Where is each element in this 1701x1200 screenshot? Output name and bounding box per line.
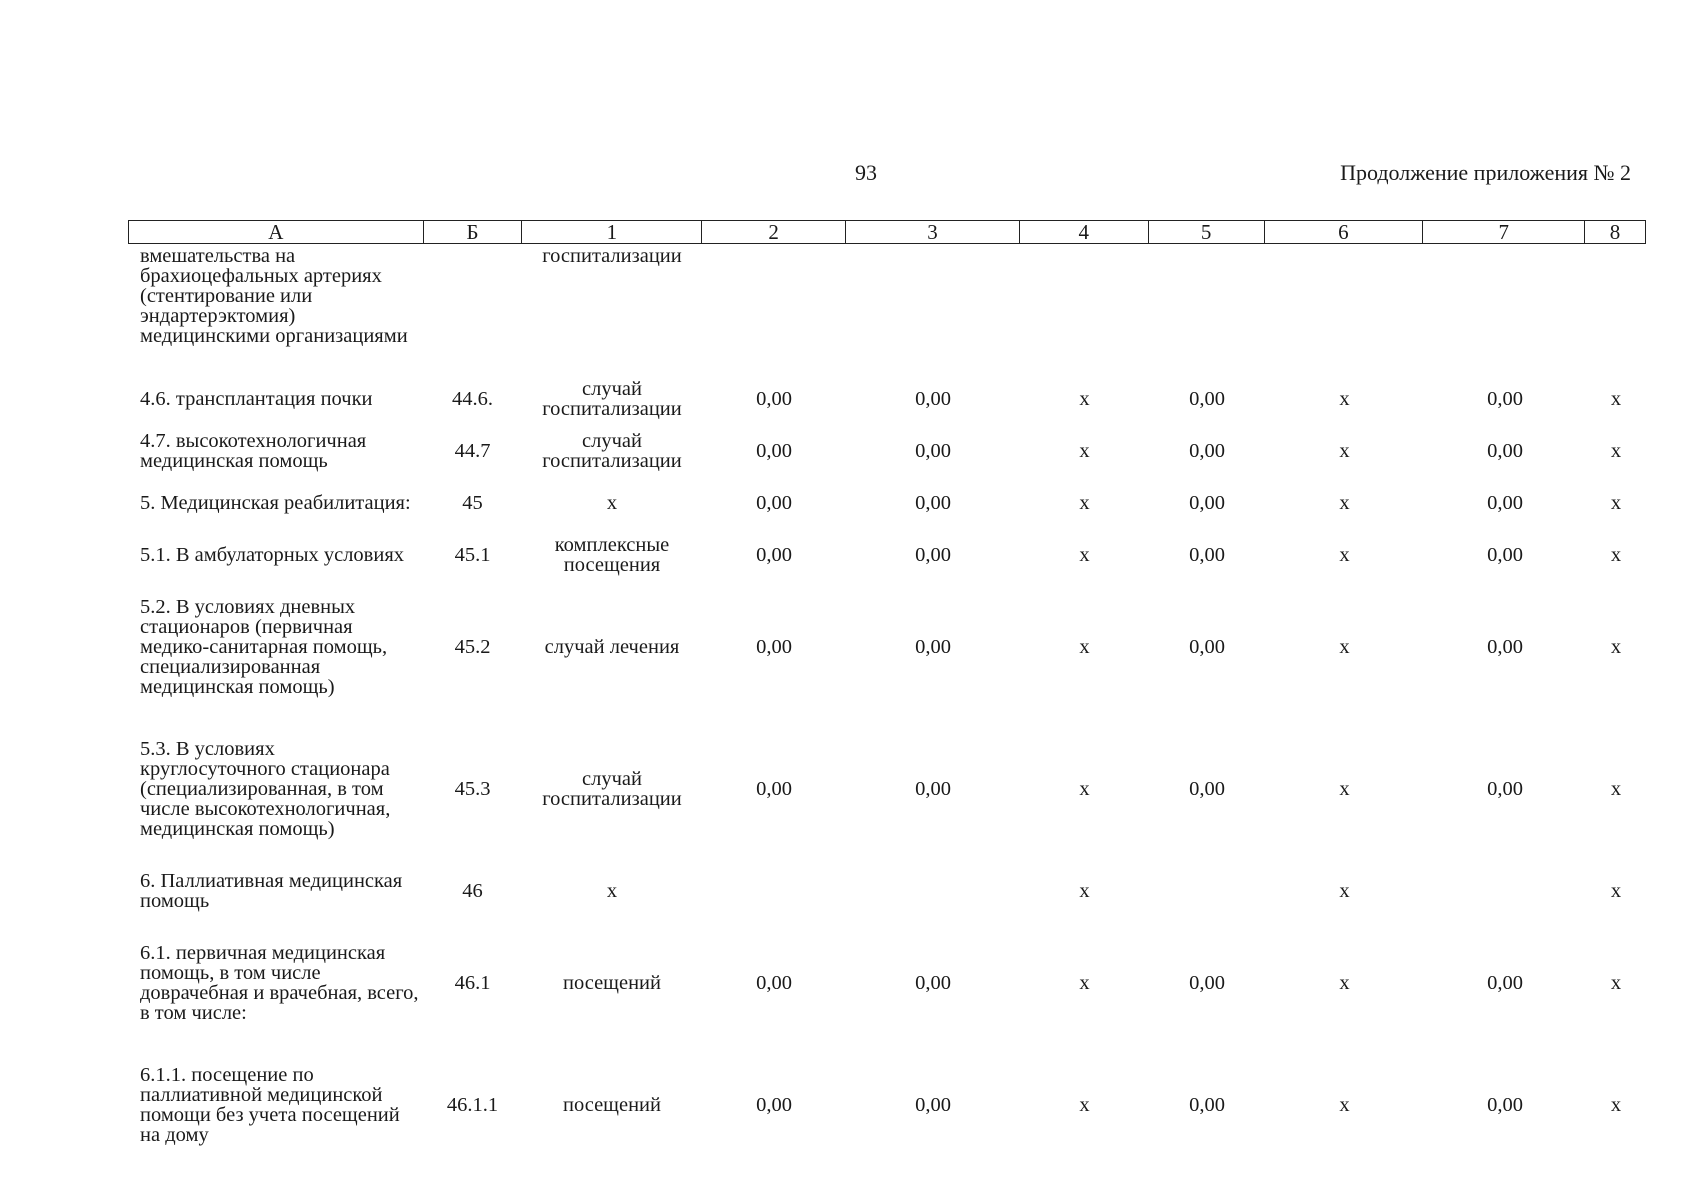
row-col-3 [846, 246, 1020, 368]
column-header-2: 2 [702, 221, 846, 243]
row-name: 4.6. трансплантация почки [140, 388, 373, 410]
table-row [128, 586, 1646, 708]
row-col-7: 0,00 [1487, 492, 1523, 514]
row-col-6: х [1339, 388, 1350, 410]
column-header-7: 7 [1423, 221, 1585, 243]
row-col-2: 0,00 [756, 1094, 792, 1116]
row-col-5: 0,00 [1189, 778, 1225, 800]
row-code: 44.7 [454, 440, 491, 462]
table-row [128, 482, 1646, 524]
row-col-7: 0,00 [1487, 636, 1523, 658]
row-unit: случай лечения [544, 636, 680, 658]
row-col-8 [1586, 246, 1646, 368]
row-col-2: 0,00 [756, 778, 792, 800]
row-col-8: х [1610, 972, 1622, 994]
row-col-4: х [1079, 636, 1090, 658]
row-unit: случай госпитализации [542, 768, 682, 810]
row-col-5 [1149, 246, 1265, 368]
table-row [128, 430, 1646, 472]
row-col-7: 0,00 [1487, 1094, 1523, 1116]
row-col-8: х [1610, 880, 1622, 902]
row-name: 6.1.1. посещение по паллиативной медицинской помощи без учета посещений на дому [140, 1064, 400, 1146]
table-row [128, 1054, 1646, 1156]
row-code: 46.1.1 [446, 1094, 499, 1116]
row-code: 46 [462, 880, 483, 902]
row-col-7: 0,00 [1487, 972, 1523, 994]
row-col-3: 0,00 [915, 388, 951, 410]
row-col-2: 0,00 [756, 636, 792, 658]
column-header-6: 6 [1265, 221, 1424, 243]
row-code: 45.3 [454, 778, 491, 800]
row-col-6 [1265, 246, 1424, 368]
row-col-6: х [1339, 880, 1350, 902]
row-unit: комплексные посещения [554, 534, 670, 576]
table-row [128, 378, 1646, 420]
row-col-5: 0,00 [1189, 388, 1225, 410]
row-col-2: 0,00 [756, 544, 792, 566]
row-col-8: х [1610, 492, 1622, 514]
row-col-6: х [1339, 636, 1350, 658]
page-number: 93 [855, 160, 877, 185]
row-col-5: 0,00 [1189, 1094, 1225, 1116]
column-header-5: 5 [1149, 221, 1265, 243]
row-unit: случай госпитализации [542, 430, 682, 472]
row-col-3: 0,00 [915, 492, 951, 514]
column-header-b: Б [424, 221, 523, 243]
row-col-3: 0,00 [915, 440, 951, 462]
row-col-8: х [1610, 778, 1622, 800]
row-col-8: х [1610, 440, 1622, 462]
table-column-header-row [128, 220, 1646, 244]
row-col-7: 0,00 [1487, 388, 1523, 410]
row-unit: случай госпитализации [542, 378, 682, 420]
row-name: 6. Паллиативная медицинская помощь [140, 870, 403, 912]
row-col-6: х [1339, 778, 1350, 800]
row-unit: посещений [563, 1094, 661, 1116]
column-header-8: 8 [1609, 220, 1621, 244]
row-col-2: 0,00 [756, 388, 792, 410]
row-col-3 [846, 870, 1020, 912]
row-name: 5.1. В амбулаторных условиях [140, 544, 405, 566]
row-col-5: 0,00 [1189, 492, 1225, 514]
row-code: 46.1 [454, 972, 491, 994]
row-col-2: 0,00 [756, 972, 792, 994]
row-col-3: 0,00 [915, 544, 951, 566]
row-name: вмешательства на брахиоцефальных артериях (стентирование или эндартерэктомия) медицинскими организациями [140, 245, 408, 347]
continuation-label: Продолжение приложения № 2 [1340, 160, 1631, 185]
row-col-2: 0,00 [756, 492, 792, 514]
row-col-3: 0,00 [915, 1094, 951, 1116]
row-col-4: х [1079, 388, 1090, 410]
row-col-3: 0,00 [915, 778, 951, 800]
table-row [128, 246, 1646, 368]
table-row [128, 922, 1646, 1044]
row-col-5: 0,00 [1189, 544, 1225, 566]
row-name: 5. Медицинская реабилитация: [140, 492, 411, 514]
column-header-4: 4 [1020, 221, 1149, 243]
row-col-4 [1020, 246, 1149, 368]
row-col-8: х [1610, 636, 1622, 658]
row-col-4: х [1079, 544, 1090, 566]
row-col-4: х [1079, 492, 1090, 514]
row-col-7 [1424, 246, 1586, 368]
row-col-7: 0,00 [1487, 778, 1523, 800]
row-col-6: х [1339, 1094, 1350, 1116]
row-name: 5.2. В условиях дневных стационаров (первичная медико-санитарная помощь, специализированная медицинская помощь) [140, 596, 388, 698]
row-col-4: х [1079, 1094, 1090, 1116]
row-col-4: х [1079, 440, 1090, 462]
table-row [128, 870, 1646, 912]
row-col-5 [1149, 870, 1265, 912]
column-header-1: 1 [522, 221, 702, 243]
row-col-4: х [1079, 880, 1090, 902]
row-col-4: х [1079, 778, 1090, 800]
row-unit: х [606, 492, 618, 514]
row-col-7: 0,00 [1487, 440, 1523, 462]
row-name: 4.7. высокотехнологичная медицинская помощь [140, 430, 367, 472]
row-unit: госпитализации [542, 245, 682, 267]
data-table [128, 246, 1646, 1156]
row-col-6: х [1339, 544, 1350, 566]
row-code [423, 246, 522, 368]
row-col-6: х [1339, 492, 1350, 514]
row-col-6: х [1339, 972, 1350, 994]
table-row [128, 534, 1646, 576]
row-col-3: 0,00 [915, 972, 951, 994]
table-row [128, 718, 1646, 860]
row-col-3: 0,00 [915, 636, 951, 658]
row-col-2: 0,00 [756, 440, 792, 462]
row-col-2 [702, 870, 846, 912]
row-col-5: 0,00 [1189, 972, 1225, 994]
row-col-7 [1424, 870, 1586, 912]
column-header-a: А [129, 221, 424, 243]
row-col-8: х [1610, 388, 1622, 410]
row-col-5: 0,00 [1189, 440, 1225, 462]
row-name: 5.3. В условиях круглосуточного стационара (специализированная, в том числе высокотехнологичная, медицинская помощь) [140, 738, 391, 840]
row-col-8: х [1610, 1094, 1622, 1116]
row-unit: х [606, 880, 618, 902]
row-name: 6.1. первичная медицинская помощь, в том числе доврачебная и врачебная, всего, в том числе: [140, 942, 419, 1024]
row-unit: посещений [563, 972, 661, 994]
row-code: 45.1 [454, 544, 491, 566]
row-col-4: х [1079, 972, 1090, 994]
row-col-6: х [1339, 440, 1350, 462]
row-code: 44.6. [452, 388, 493, 410]
row-col-8: х [1610, 544, 1622, 566]
row-col-5: 0,00 [1189, 636, 1225, 658]
column-header-3: 3 [846, 221, 1020, 243]
row-code: 45.2 [454, 636, 491, 658]
row-col-2 [702, 246, 846, 368]
row-col-7: 0,00 [1487, 544, 1523, 566]
row-code: 45 [462, 492, 483, 514]
